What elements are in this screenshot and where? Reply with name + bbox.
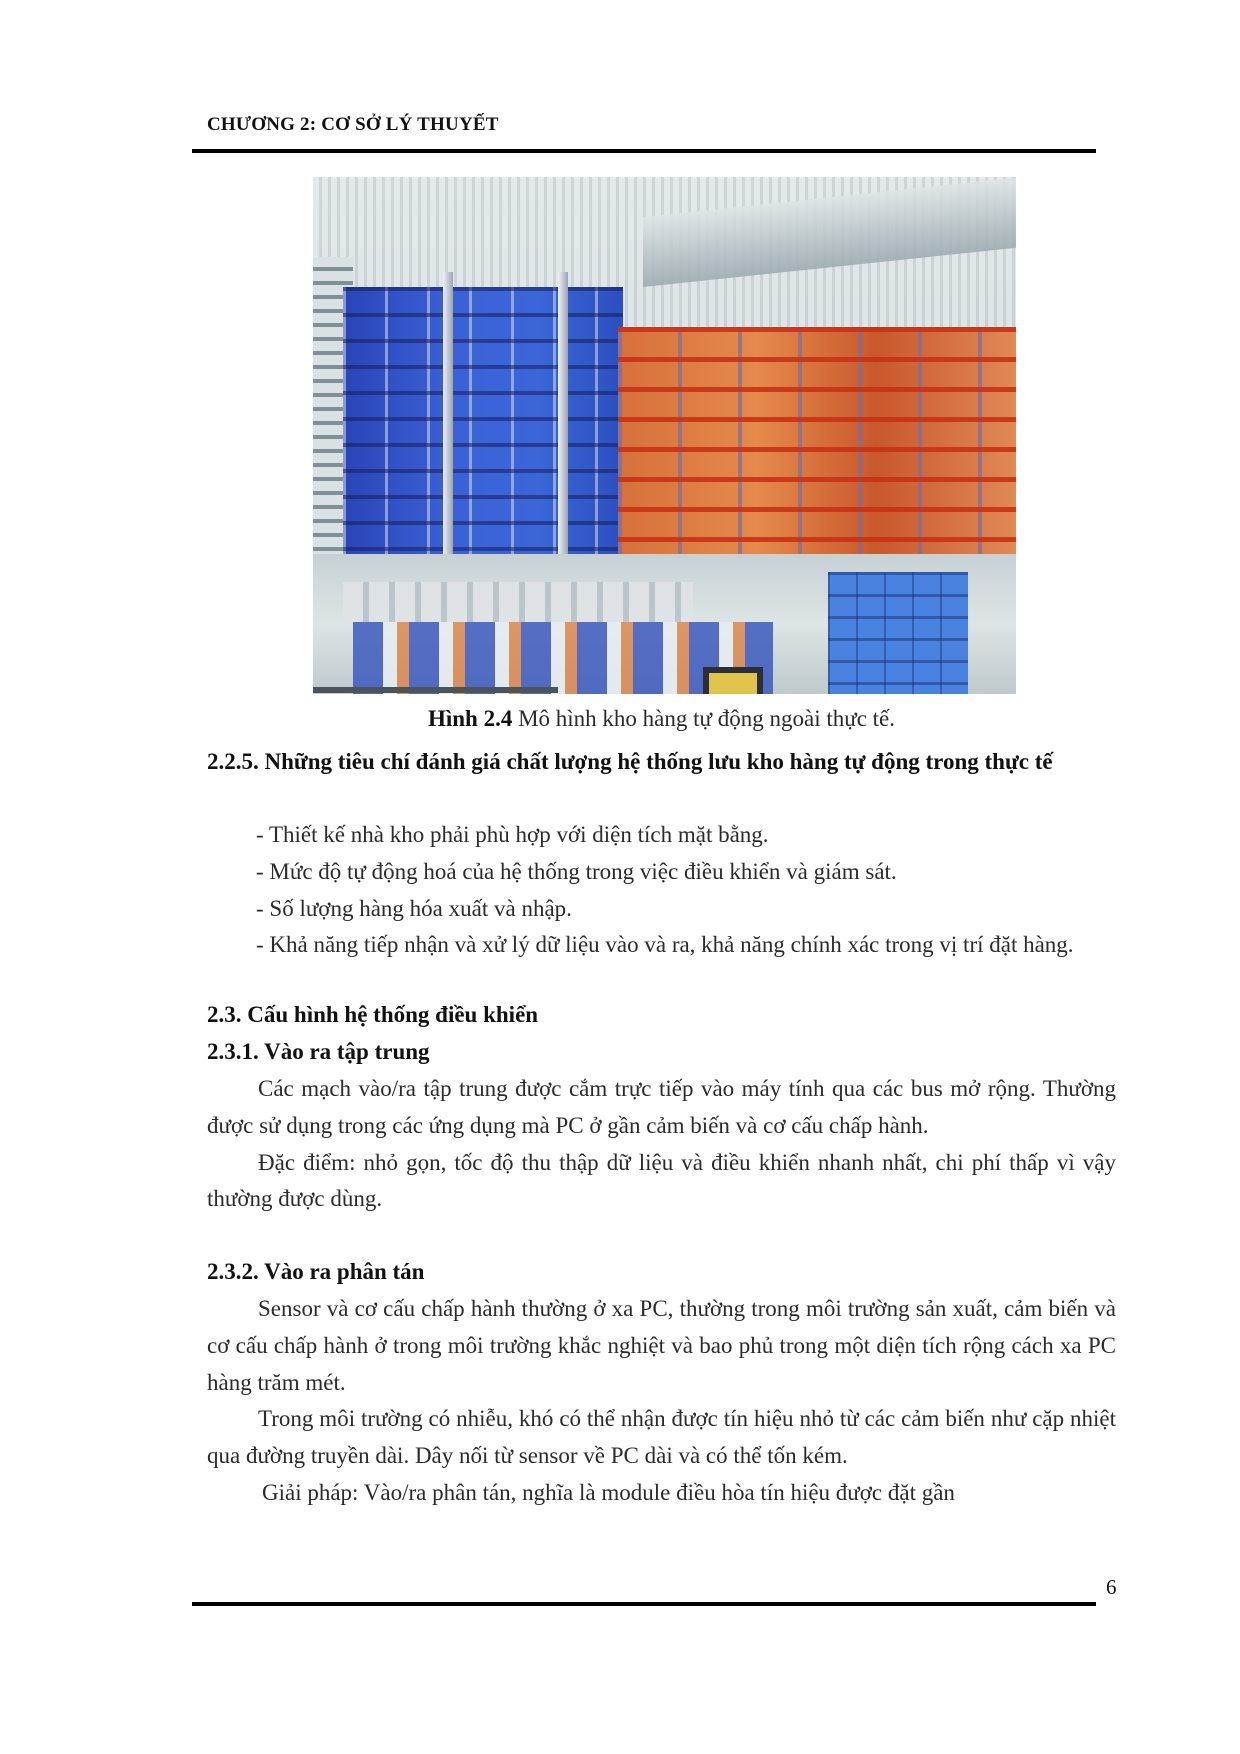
paragraph: Đặc điểm: nhỏ gọn, tốc độ thu thập dữ liệu và điều khiển nhanh nhất, chi phí thấp vì vậy thường được dùng.	[207, 1149, 1116, 1212]
section-body-2-3-2	[207, 1291, 1116, 1512]
section-heading-2-3-2: 2.3.2. Vào ra phân tán	[207, 1259, 425, 1284]
list-item: - Mức độ tự động hoá của hệ thống trong việc điều khiển và giám sát.	[256, 858, 897, 884]
figure-caption-text: Mô hình kho hàng tự động ngoài thực tế.	[512, 706, 896, 731]
section-body-2-3-1	[207, 1071, 1116, 1218]
list-item: - Số lượng hàng hóa xuất và nhập.	[256, 895, 572, 921]
warehouse-photo	[313, 177, 1016, 694]
footer-rule	[192, 1602, 1096, 1606]
mezzanine-railing	[343, 582, 693, 622]
paragraph: Giải pháp: Vào/ra phân tán, nghĩa là module điều hòa tín hiệu được đặt gần	[262, 1479, 955, 1505]
chapter-header: CHƯƠNG 2: CƠ SỞ LÝ THUYẾT	[207, 114, 499, 135]
criteria-list	[207, 817, 1116, 964]
header-rule	[192, 149, 1096, 153]
figure-label: Hình 2.4	[427, 706, 513, 731]
paragraph: Các mạch vào/ra tập trung được cắm trực tiếp vào máy tính qua các bus mở rộng. Thường được sử dụng trong các ứng dụng mà PC ở gần cảm biến và cơ cấu chấp hành.	[207, 1076, 1116, 1138]
yellow-cart	[703, 667, 763, 694]
figure-caption	[207, 703, 1116, 735]
paragraph: Trong môi trường có nhiễu, khó có thể nhận được tín hiệu nhỏ từ các cảm biến như cặp nhiệt qua đường truyền dài. Dây nối từ sensor về PC dài và có thể tốn kém.	[207, 1406, 1116, 1469]
section-heading-2-2-5: 2.2.5. Những tiêu chí đánh giá chất lượng hệ thống lưu kho hàng tự động trong thực tế	[207, 749, 1053, 774]
guard-rail	[313, 687, 558, 693]
page-number: 6	[1106, 1575, 1117, 1599]
stacked-blue-bins	[828, 572, 968, 694]
section-heading-2-3: 2.3. Cấu hình hệ thống điều khiển	[207, 1002, 539, 1027]
list-item: - Khả năng tiếp nhận và xử lý dữ liệu vào và ra, khả năng chính xác trong vị trí đặt hàng.	[256, 932, 1074, 958]
section-heading-2-3-1: 2.3.1. Vào ra tập trung	[207, 1039, 430, 1064]
list-item: - Thiết kế nhà kho phải phù hợp với diện tích mặt bằng.	[256, 822, 769, 847]
paragraph: Sensor và cơ cấu chấp hành thường ở xa PC, thường trong môi trường sản xuất, cảm biến và cơ cấu chấp hành ở trong môi trường khắc nghiệt và bao phủ trong một diện tích rộng cách xa PC hàng trăm mét.	[207, 1296, 1116, 1395]
